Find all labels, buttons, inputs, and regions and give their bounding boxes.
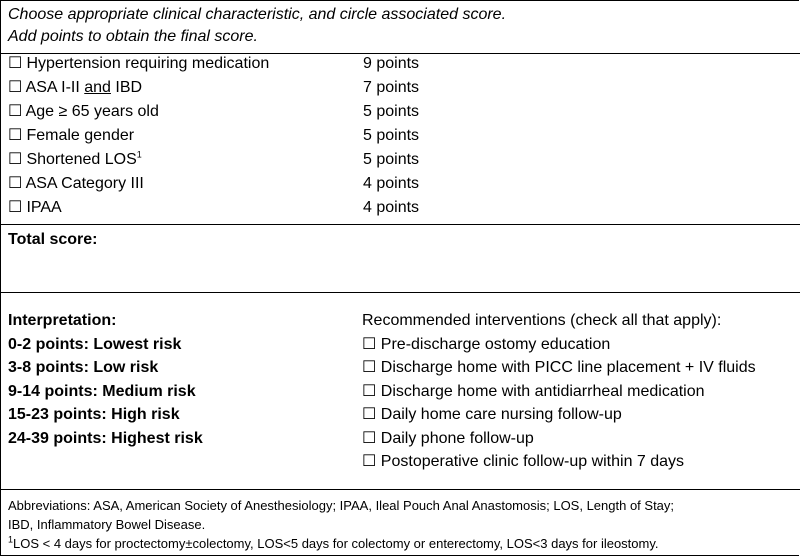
criterion-points: 5 points [363, 151, 420, 168]
interventions-section [362, 309, 756, 474]
criterion-label-part: IBD [110, 79, 143, 96]
interventions-heading: Recommended interventions (check all that apply): [362, 312, 722, 329]
criterion-row [8, 52, 788, 76]
criterion-points: 7 points [363, 79, 420, 96]
checkbox-icon[interactable]: ☐ [8, 199, 23, 216]
checkbox-icon[interactable]: ☐ [362, 429, 377, 447]
risk-level: 3-8 points: Low risk [8, 359, 159, 376]
criterion-label: ASA Category III [25, 175, 144, 192]
criterion-points: 9 points [363, 55, 420, 72]
divider [0, 224, 800, 225]
criterion-label: Female gender [26, 127, 135, 144]
footnote-marker: 1 [136, 149, 142, 160]
criterion-row [8, 100, 788, 124]
abbreviations-footer [8, 496, 798, 553]
intervention-item [362, 333, 756, 357]
intervention-item [362, 403, 756, 427]
instructions-line-2: Add points to obtain the final score. [8, 28, 258, 45]
criterion-label-underlined: and [84, 79, 111, 96]
intervention-item [362, 450, 756, 474]
footnote-text: LOS < 4 days for proctectomy±colectomy, LOS<5 days for colectomy or enterectomy, LOS<3 days for ileostomy. [13, 536, 659, 551]
checkbox-icon[interactable]: ☐ [8, 175, 23, 192]
checkbox-icon[interactable]: ☐ [362, 453, 377, 470]
criterion-label: Age ≥ 65 years old [25, 103, 159, 120]
intervention-label: Pre-discharge ostomy education [380, 335, 611, 353]
criterion-points: 4 points [363, 175, 420, 192]
criterion-row [8, 76, 788, 100]
intervention-item [362, 356, 756, 380]
intervention-label: Postoperative clinic follow-up within 7 days [380, 453, 685, 470]
intervention-item [362, 427, 756, 451]
interpretation-heading: Interpretation: [8, 312, 117, 329]
checkbox-icon[interactable]: ☐ [362, 382, 377, 400]
intervention-item [362, 380, 756, 404]
criterion-label: Shortened LOS [26, 151, 137, 168]
criterion-row [8, 196, 788, 220]
risk-level: 15-23 points: High risk [8, 406, 180, 423]
divider [0, 292, 800, 293]
criterion-points: 5 points [363, 103, 420, 120]
checkbox-icon[interactable]: ☐ [362, 406, 377, 423]
checkbox-icon[interactable]: ☐ [8, 79, 23, 96]
footnote [8, 534, 798, 553]
criterion-points: 5 points [363, 127, 420, 144]
instructions [8, 4, 506, 48]
abbreviations-line-1: Abbreviations: ASA, American Society of Anesthesiology; IPAA, Ileal Pouch Anal Anastomosis; LOS, Length of Stay; [8, 498, 675, 513]
footnote-marker: 1 [8, 534, 14, 545]
criterion-label-part: ASA I-II [25, 79, 85, 96]
divider [0, 489, 800, 490]
instructions-line-1: Choose appropriate clinical characteristic, and circle associated score. [8, 6, 507, 23]
criterion-row [8, 124, 788, 148]
checkbox-icon[interactable]: ☐ [362, 335, 377, 353]
criterion-row [8, 172, 788, 196]
criterion-row [8, 148, 788, 172]
interpretation-section [8, 309, 203, 450]
intervention-label: Daily home care nursing follow-up [380, 406, 622, 423]
risk-level: 0-2 points: Lowest risk [8, 335, 182, 353]
intervention-label: Discharge home with PICC line placement + IV fluids [380, 359, 756, 376]
criterion-points: 4 points [363, 199, 420, 216]
intervention-label: Discharge home with antidiarrheal medication [380, 382, 705, 400]
checkbox-icon[interactable]: ☐ [8, 127, 23, 144]
risk-level: 9-14 points: Medium risk [8, 382, 196, 400]
checkbox-icon[interactable]: ☐ [8, 55, 23, 72]
criterion-label: Hypertension requiring medication [26, 55, 270, 72]
criterion-label: IPAA [26, 199, 62, 216]
abbreviations-line-2: IBD, Inflammatory Bowel Disease. [8, 517, 206, 532]
checkbox-icon[interactable]: ☐ [362, 359, 377, 376]
intervention-label: Daily phone follow-up [380, 429, 534, 447]
checkbox-icon[interactable]: ☐ [8, 151, 23, 168]
risk-level: 24-39 points: Highest risk [8, 429, 203, 447]
total-score-label: Total score: [8, 231, 98, 248]
checkbox-icon[interactable]: ☐ [8, 103, 23, 120]
